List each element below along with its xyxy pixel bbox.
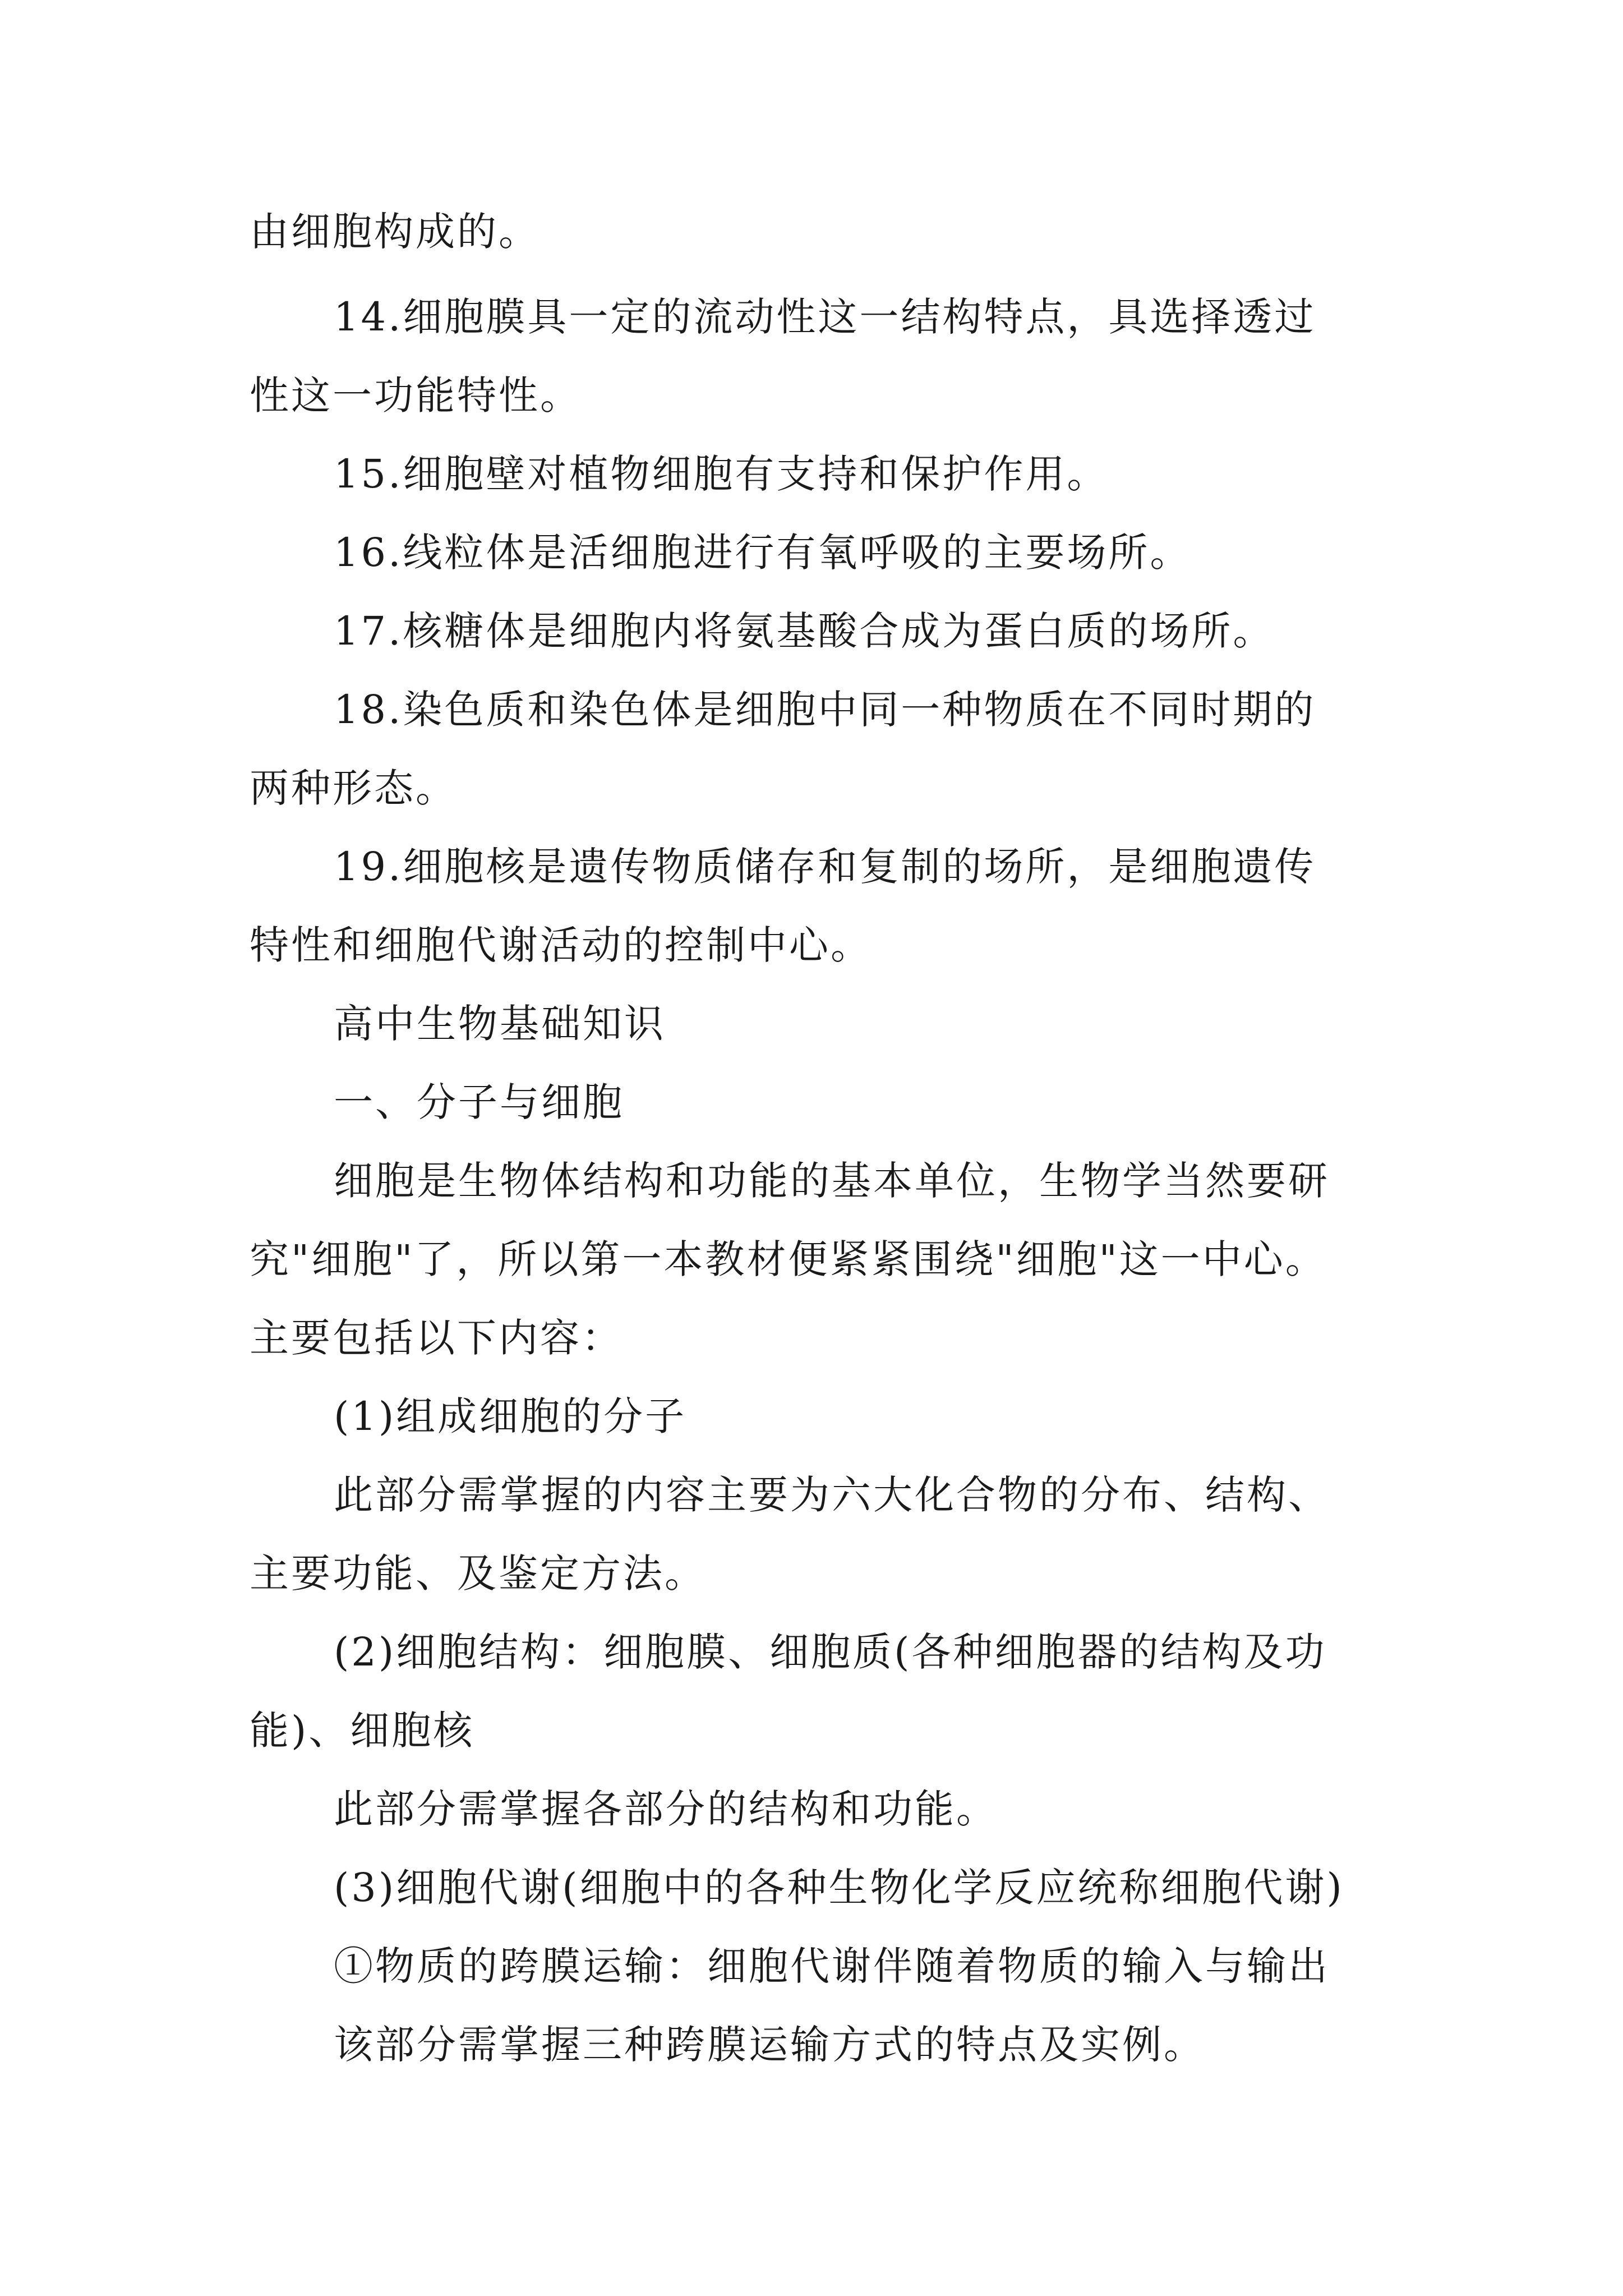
text-line: 18.染色质和染色体是细胞中同一种物质在不同时期的 [334,687,1316,733]
text-line: 特性和细胞代谢活动的控制中心。 [250,922,872,968]
list-item-heading: (3)细胞代谢(细胞中的各种生物化学反应统称细胞代谢) [334,1865,1344,1911]
text-line: 由细胞构成的。 [250,209,540,255]
text-line: 性这一功能特性。 [250,372,582,418]
text-line: 主要功能、及鉴定方法。 [250,1550,706,1596]
text-line: 19.细胞核是遗传物质储存和复制的场所，是细胞遗传 [334,844,1316,890]
text-line: 究"细胞"了，所以第一本教材便紧紧围绕"细胞"这一中心。 [250,1236,1327,1282]
text-line: 细胞是生物体结构和功能的基本单位，生物学当然要研 [334,1158,1330,1204]
text-line: 此部分需掌握的内容主要为六大化合物的分布、结构、 [334,1472,1330,1518]
text-line: 14.细胞膜具一定的流动性这一结构特点，具选择透过 [334,294,1316,340]
list-item-heading: (2)细胞结构：细胞膜、细胞质(各种细胞器的结构及功 [334,1629,1327,1675]
text-line: 17.核糖体是细胞内将氨基酸合成为蛋白质的场所。 [334,608,1275,654]
text-line: 此部分需掌握各部分的结构和功能。 [334,1786,998,1832]
text-line: 两种形态。 [250,765,457,811]
text-line: 主要包括以下内容： [250,1315,623,1361]
text-line: 15.细胞壁对植物细胞有支持和保护作用。 [334,451,1109,497]
text-line: 能)、细胞核 [250,1708,475,1754]
text-line: ①物质的跨膜运输：细胞代谢伴随着物质的输入与输出 [334,1943,1330,1989]
section-subheading: 一、分子与细胞 [334,1079,624,1125]
text-line: 该部分需掌握三种跨膜运输方式的特点及实例。 [334,2022,1205,2068]
text-line: 16.线粒体是活细胞进行有氧呼吸的主要场所。 [334,530,1192,576]
list-item-heading: (1)组成细胞的分子 [334,1393,687,1439]
section-heading: 高中生物基础知识 [334,1001,666,1047]
